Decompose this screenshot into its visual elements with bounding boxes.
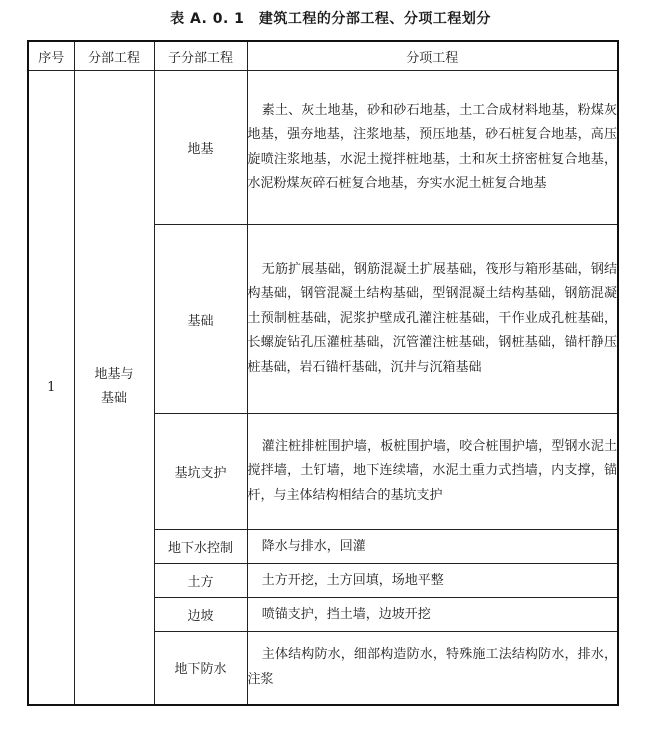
header-seq: 序号 xyxy=(28,41,74,71)
header-row xyxy=(28,41,618,71)
header-items: 分项工程 xyxy=(247,41,618,71)
seq-cell: 1 xyxy=(28,71,74,705)
items-cell: 土方开挖，土方回填，场地平整 xyxy=(247,564,618,598)
division-table xyxy=(27,40,619,706)
subdivision-cell: 地下防水 xyxy=(154,632,247,705)
items-cell: 主体结构防水，细部构造防水，特殊施工法结构防水，排水，注浆 xyxy=(247,632,618,705)
subdivision-cell: 基坑支护 xyxy=(154,414,247,530)
subdivision-cell: 地下水控制 xyxy=(154,530,247,564)
items-cell: 素土、灰土地基，砂和砂石地基，土工合成材料地基，粉煤灰地基，强夯地基，注浆地基，预压地基，砂石桩复合地基，高压旋喷注浆地基，水泥土搅拌桩地基，土和灰土挤密桩复合地基，水泥粉煤灰碎石桩复合地基，夯实水泥土桩复合地基 xyxy=(247,71,618,225)
subdivision-cell: 土方 xyxy=(154,564,247,598)
table-row xyxy=(28,71,618,225)
items-cell: 灌注桩排桩围护墙，板桩围护墙，咬合桩围护墙，型钢水泥土搅拌墙，土钉墙，地下连续墙，水泥土重力式挡墙，内支撑，锚杆，与主体结构相结合的基坑支护 xyxy=(247,414,618,530)
items-cell: 无筋扩展基础，钢筋混凝土扩展基础，筏形与箱形基础，钢结构基础，钢管混凝土结构基础，型钢混凝土结构基础，钢筋混凝土预制桩基础，泥浆护壁成孔灌注桩基础，干作业成孔桩基础，长螺旋钻孔压灌桩基础，沉管灌注桩基础，钢桩基础，锚杆静压桩基础，岩石锚杆基础，沉井与沉箱基础 xyxy=(247,225,618,414)
table-title: 表 A. 0. 1 建筑工程的分部工程、分项工程划分 xyxy=(170,11,491,27)
division-line-2: 基础 xyxy=(100,391,127,407)
subdivision-cell: 基础 xyxy=(154,225,247,414)
division-cell xyxy=(74,71,154,705)
subdivision-cell: 地基 xyxy=(154,71,247,225)
items-cell: 降水与排水，回灌 xyxy=(247,530,618,564)
items-cell: 喷锚支护，挡土墙，边坡开挖 xyxy=(247,598,618,632)
division-line-1: 地基与 xyxy=(94,367,134,383)
header-subdivision: 子分部工程 xyxy=(154,41,247,71)
header-division: 分部工程 xyxy=(74,41,154,71)
subdivision-cell: 边坡 xyxy=(154,598,247,632)
